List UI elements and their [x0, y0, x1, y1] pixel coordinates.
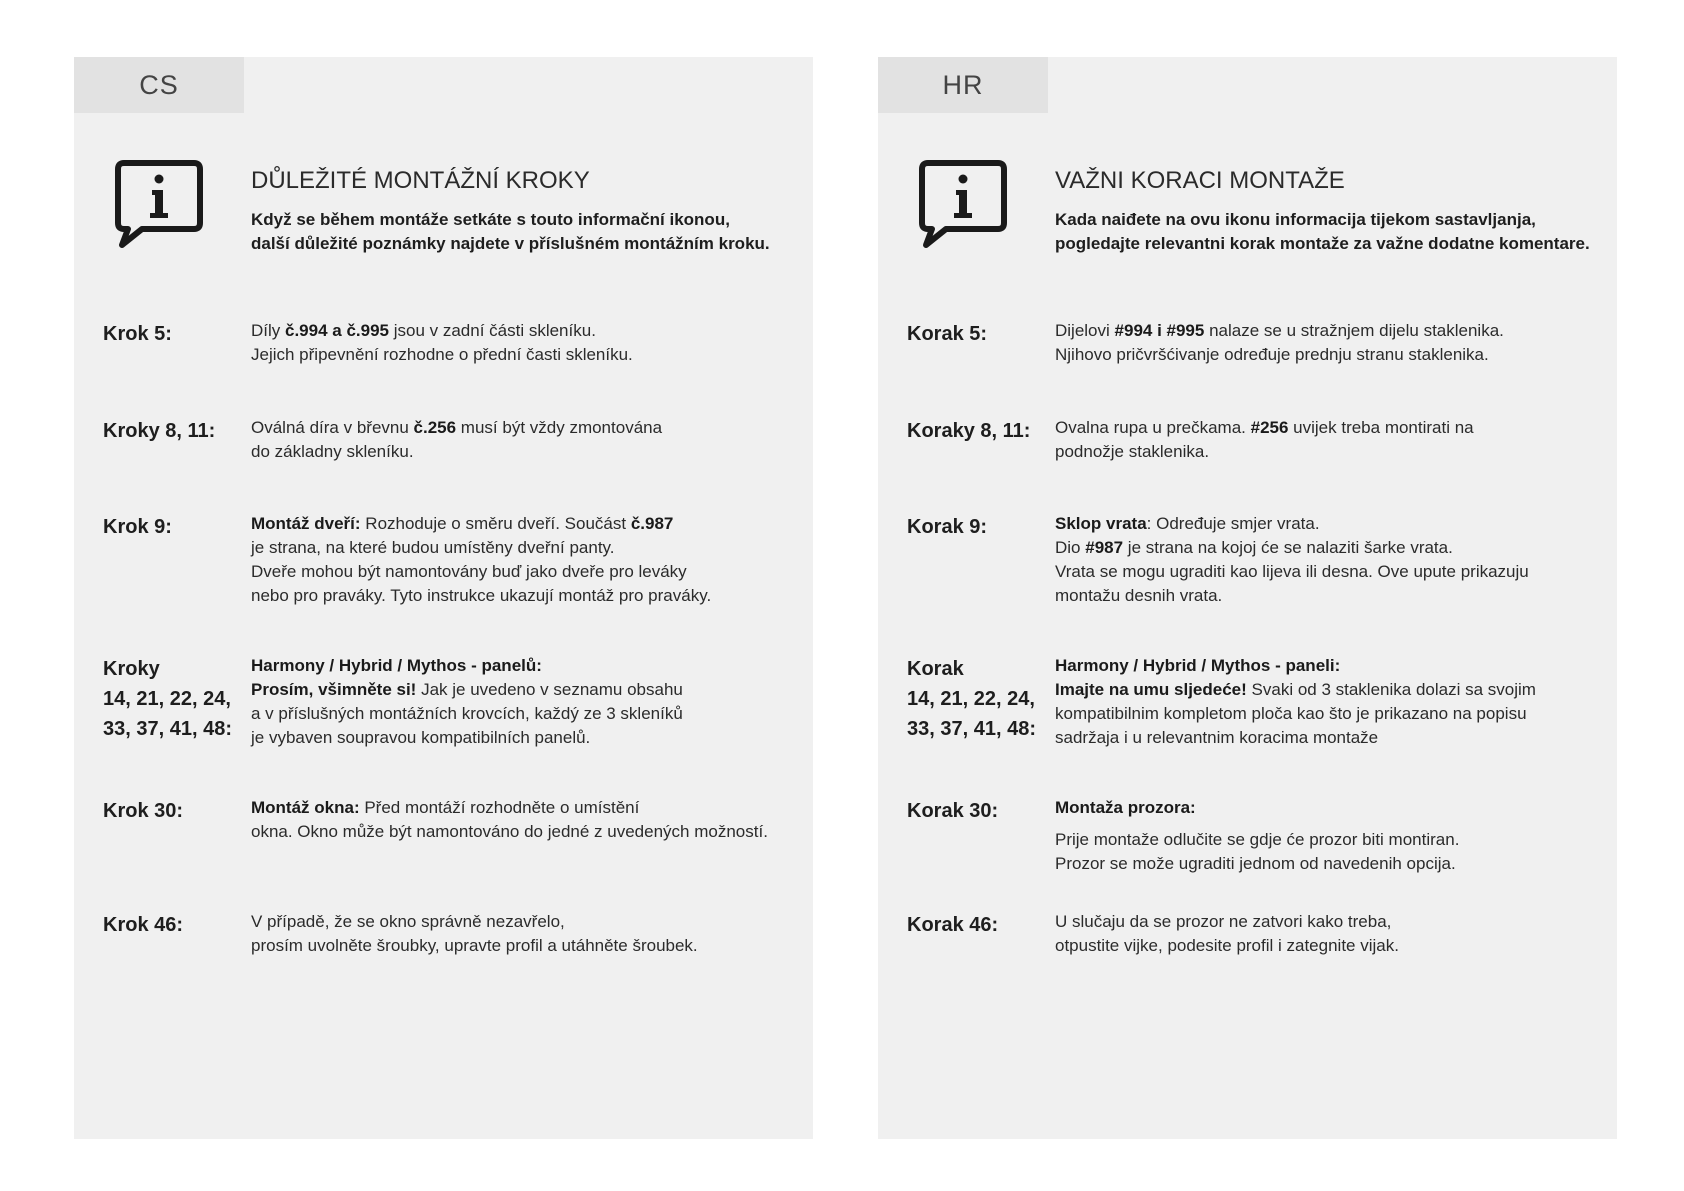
step-line — [1055, 416, 1474, 440]
step-line — [251, 319, 633, 343]
intro-line: pogledajte relevantni korak montaže za važne dodatne komentare. — [1055, 234, 1590, 253]
step-line — [251, 702, 683, 726]
step-line — [251, 910, 698, 934]
step-line — [1055, 584, 1529, 608]
step-text-segment: je strana na kojoj će se nalaziti šarke vrata. — [1123, 538, 1453, 557]
step-description — [1055, 512, 1529, 608]
step-label-line: 33, 37, 41, 48: — [103, 718, 232, 740]
step-text-segment: Ovalna rupa u prečkama. — [1055, 418, 1251, 437]
language-tab-cs: CS — [74, 57, 244, 113]
step-line — [1055, 536, 1529, 560]
step-label — [907, 796, 998, 826]
step-text-segment: Vrata se mogu ugraditi kao lijeva ili desna. Ove upute prikazuju — [1055, 562, 1529, 581]
step-emphasis: Montáž dveří: — [251, 514, 361, 533]
step-emphasis: #256 — [1250, 418, 1289, 437]
step-text-segment: jsou v zadní části skleníku. — [388, 321, 596, 340]
step-line — [251, 416, 662, 440]
step-line — [1055, 678, 1536, 702]
step-label — [103, 654, 232, 744]
step-text-segment: je strana, na které budou umístěny dveřní panty. — [251, 538, 615, 557]
step-label — [103, 319, 172, 349]
step-emphasis: Montaža prozora: — [1055, 798, 1196, 817]
step-text-segment: podnožje staklenika. — [1055, 442, 1210, 461]
step-label-line: Krok 30: — [103, 800, 184, 822]
language-tab-hr: HR — [878, 57, 1048, 113]
step-emphasis: č.987 — [630, 514, 674, 533]
step-label-line: Korak — [907, 658, 964, 680]
step-description — [251, 910, 698, 958]
step-text-segment: otpustite vijke, podesite profil i zategnite vijak. — [1055, 936, 1399, 955]
step-line — [251, 654, 683, 678]
step-emphasis: Prosím, všimněte si! — [251, 680, 417, 699]
step-emphasis: Sklop vrata — [1055, 514, 1147, 533]
step-text-segment: Dijelovi — [1055, 321, 1115, 340]
step-text-segment: Oválná díra v břevnu — [251, 418, 414, 437]
step-description — [251, 796, 768, 844]
step-emphasis: č.994 a č.995 — [285, 321, 389, 340]
step-line — [1055, 343, 1504, 367]
step-label-line: Korak 30: — [907, 800, 999, 822]
step-text-segment: Prije montaže odlučite se gdje će prozor biti montiran. — [1055, 830, 1460, 849]
step-description — [251, 319, 633, 367]
intro-text — [1055, 208, 1590, 256]
step-label — [907, 416, 1030, 446]
step-line — [1055, 796, 1459, 820]
step-text-segment: Dveře mohou být namontovány buď jako dveře pro leváky — [251, 562, 687, 581]
step-text-segment: V případě, že se okno správně nezavřelo, — [251, 912, 565, 931]
panel-hr — [878, 57, 1617, 1139]
step-text-segment: U slučaju da se prozor ne zatvori kako treba, — [1055, 912, 1392, 931]
step-line — [1055, 440, 1474, 464]
step-label-line: Krok 9: — [103, 516, 172, 538]
step-text-segment: Svaki od 3 staklenika dolazi sa svojim — [1246, 680, 1536, 699]
step-description — [251, 416, 662, 464]
step-line — [251, 512, 711, 536]
step-text-segment: : Određuje smjer vrata. — [1146, 514, 1320, 533]
step-line — [251, 726, 683, 750]
step-label-line: Krok 46: — [103, 914, 184, 936]
step-emphasis: #994 i #995 — [1114, 321, 1205, 340]
step-emphasis: Montáž okna: — [251, 798, 360, 817]
section-heading: VAŽNI KORACI MONTAŽE — [1055, 167, 1345, 194]
intro-text — [251, 208, 770, 256]
step-label — [907, 910, 998, 940]
step-emphasis: Harmony / Hybrid / Mythos - paneli: — [1055, 656, 1341, 675]
step-text-segment: kompatibilnim kompletom ploča kao što je prikazano na popisu — [1055, 704, 1527, 723]
step-text-segment: Njihovo pričvršćivanje određuje prednju stranu staklenika. — [1055, 345, 1489, 364]
step-text-segment: do základny skleníku. — [251, 442, 414, 461]
step-text-segment: sadržaja i u relevantnim koracima montaže — [1055, 728, 1379, 747]
step-emphasis: Harmony / Hybrid / Mythos - panelů: — [251, 656, 542, 675]
intro-line: další důležité poznámky najdete v příslušném montážním kroku. — [251, 234, 770, 253]
step-label-line: 14, 21, 22, 24, — [907, 688, 1035, 710]
step-text-segment: Rozhoduje o směru dveří. Součást — [360, 514, 631, 533]
step-label-line: Korak 46: — [907, 914, 999, 936]
step-text-segment: Díly — [251, 321, 285, 340]
step-description — [251, 512, 711, 608]
step-line — [251, 584, 711, 608]
step-line — [251, 560, 711, 584]
step-description — [251, 654, 683, 750]
step-line — [251, 536, 711, 560]
step-text-segment: Jejich připevnění rozhodne o přední časti skleníku. — [251, 345, 633, 364]
step-label-line: Korak 9: — [907, 516, 988, 538]
step-text-segment: montažu desnih vrata. — [1055, 586, 1223, 605]
step-label-line: Kroky 8, 11: — [103, 420, 216, 442]
step-text-segment: prosím uvolněte šroubky, upravte profil a utáhněte šroubek. — [251, 936, 698, 955]
step-emphasis: Imajte na umu sljedeće! — [1055, 680, 1247, 699]
step-emphasis: č.256 — [413, 418, 457, 437]
step-text-segment: nalaze se u stražnjem dijelu staklenika. — [1204, 321, 1504, 340]
step-line — [1055, 319, 1504, 343]
step-text-segment: je vybaven soupravou kompatibilních panelů. — [251, 728, 591, 747]
step-line — [251, 820, 768, 844]
step-line — [1055, 560, 1529, 584]
step-line — [1055, 702, 1536, 726]
intro-line: Když se během montáže setkáte s touto informační ikonou, — [251, 210, 730, 229]
panel-cs — [74, 57, 813, 1139]
step-text-segment: uvijek treba montirati na — [1288, 418, 1474, 437]
step-text-segment: okna. Okno může být namontováno do jedné z uvedených možností. — [251, 822, 768, 841]
info-speech-bubble-icon — [916, 157, 1010, 251]
step-line — [251, 343, 633, 367]
step-label-line: 33, 37, 41, 48: — [907, 718, 1036, 740]
step-label-line: Kroky — [103, 658, 160, 680]
section-heading: DŮLEŽITÉ MONTÁŽNÍ KROKY — [251, 167, 590, 194]
step-description — [1055, 910, 1399, 958]
step-description — [1055, 416, 1474, 464]
step-line — [251, 678, 683, 702]
step-label — [103, 910, 183, 940]
step-line — [1055, 512, 1529, 536]
step-label-line: 14, 21, 22, 24, — [103, 688, 231, 710]
info-speech-bubble-icon — [112, 157, 206, 251]
step-line — [1055, 910, 1399, 934]
step-description — [1055, 654, 1536, 750]
step-text-segment: Jak je uvedeno v seznamu obsahu — [416, 680, 683, 699]
step-label — [103, 512, 172, 542]
step-text-segment: a v příslušných montážních krovcích, každý ze 3 skleníků — [251, 704, 683, 723]
step-description — [1055, 319, 1504, 367]
step-line — [1055, 828, 1459, 852]
step-label — [907, 319, 987, 349]
step-line — [1055, 852, 1459, 876]
step-text-segment: Prozor se može ugraditi jednom od navedenih opcija. — [1055, 854, 1456, 873]
step-line — [1055, 654, 1536, 678]
step-line — [1055, 934, 1399, 958]
step-line — [1055, 726, 1536, 750]
step-label — [103, 416, 215, 446]
step-line — [251, 796, 768, 820]
step-text-segment: nebo pro praváky. Tyto instrukce ukazují montáž pro praváky. — [251, 586, 712, 605]
step-text-segment: Dio — [1055, 538, 1086, 557]
step-label-line: Korak 5: — [907, 323, 988, 345]
step-line — [251, 440, 662, 464]
intro-line: Kada naiđete na ovu ikonu informacija tijekom sastavljanja, — [1055, 210, 1536, 229]
step-description — [1055, 796, 1459, 876]
step-line — [251, 934, 698, 958]
step-text-segment: musí být vždy zmontována — [456, 418, 663, 437]
step-text-segment: Před montáží rozhodněte o umístění — [359, 798, 640, 817]
step-label-line: Krok 5: — [103, 323, 172, 345]
step-label — [907, 654, 1036, 744]
step-label — [907, 512, 987, 542]
step-label — [103, 796, 183, 826]
step-label-line: Koraky 8, 11: — [907, 420, 1031, 442]
step-emphasis: #987 — [1085, 538, 1124, 557]
